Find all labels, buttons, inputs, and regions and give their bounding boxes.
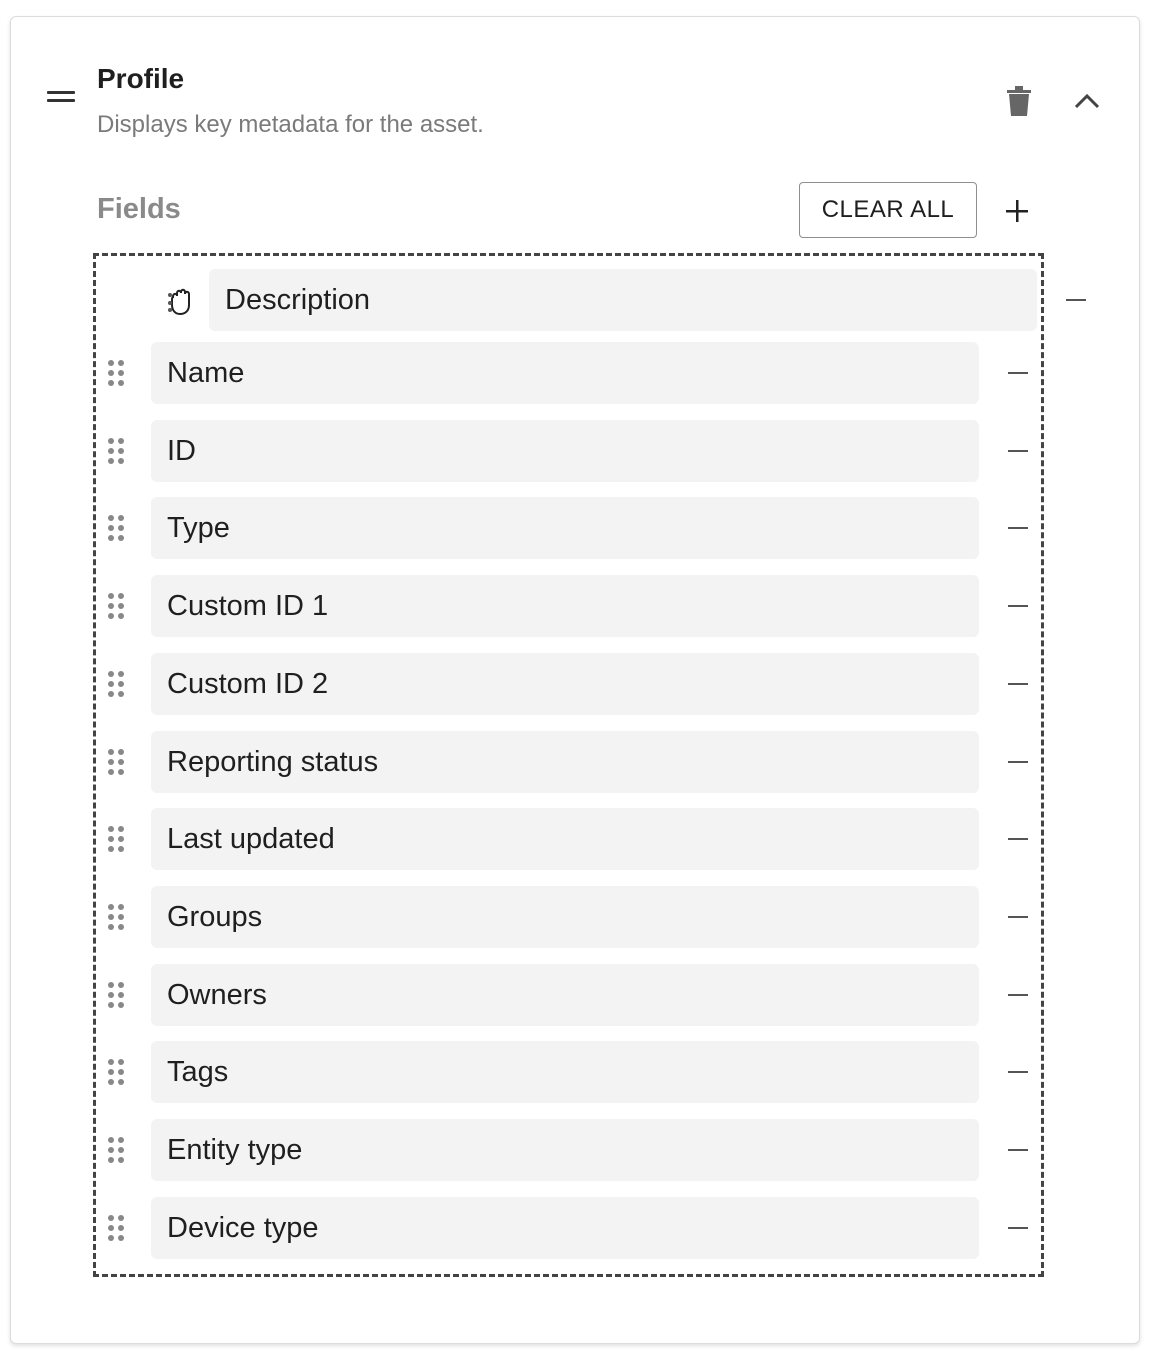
grip-dots-icon[interactable] bbox=[107, 592, 125, 620]
field-box[interactable] bbox=[151, 886, 979, 948]
remove-field-button[interactable] bbox=[1003, 436, 1033, 466]
grip-dots-icon[interactable] bbox=[107, 437, 125, 465]
grip-dots-icon[interactable] bbox=[107, 1136, 125, 1164]
add-field-button[interactable] bbox=[997, 189, 1037, 233]
field-row[interactable] bbox=[103, 653, 1043, 715]
field-row[interactable] bbox=[103, 808, 1043, 870]
delete-card-button[interactable] bbox=[999, 79, 1039, 123]
grab-hand-icon bbox=[165, 283, 199, 317]
collapse-card-button[interactable] bbox=[1067, 79, 1107, 123]
grip-dots-icon[interactable] bbox=[107, 825, 125, 853]
field-label: Custom ID 1 bbox=[167, 589, 329, 622]
minus-icon bbox=[1008, 761, 1028, 763]
field-box[interactable] bbox=[151, 731, 979, 793]
profile-card bbox=[10, 16, 1140, 1344]
remove-field-button[interactable] bbox=[1003, 1213, 1033, 1243]
field-box[interactable] bbox=[151, 1197, 979, 1259]
card-drag-handle-icon[interactable] bbox=[47, 91, 75, 105]
minus-icon bbox=[1008, 1149, 1028, 1151]
trash-icon bbox=[1007, 86, 1031, 116]
field-box[interactable] bbox=[151, 1119, 979, 1181]
remove-dragging-field-button[interactable] bbox=[1061, 285, 1091, 315]
field-label: Groups bbox=[167, 900, 263, 933]
field-label: Entity type bbox=[167, 1133, 303, 1166]
card-subtitle: Displays key metadata for the asset. bbox=[97, 111, 484, 138]
dragging-field-label: Description bbox=[225, 283, 371, 316]
field-label: Type bbox=[167, 511, 230, 544]
minus-icon bbox=[1008, 450, 1028, 452]
minus-icon bbox=[1008, 1227, 1028, 1229]
field-box[interactable] bbox=[151, 964, 979, 1026]
field-row[interactable] bbox=[103, 420, 1043, 482]
remove-field-button[interactable] bbox=[1003, 980, 1033, 1010]
field-box[interactable] bbox=[151, 497, 979, 559]
grip-dots-icon[interactable] bbox=[107, 748, 125, 776]
minus-icon bbox=[1008, 605, 1028, 607]
remove-field-button[interactable] bbox=[1003, 513, 1033, 543]
dragging-field-box[interactable] bbox=[209, 269, 1037, 331]
field-label: Owners bbox=[167, 978, 267, 1011]
field-box[interactable] bbox=[151, 575, 979, 637]
grip-dots-icon[interactable] bbox=[107, 903, 125, 931]
minus-icon bbox=[1008, 1071, 1028, 1073]
clear-all-button[interactable]: CLEAR ALL bbox=[799, 182, 977, 238]
field-row[interactable] bbox=[103, 342, 1043, 404]
grip-dots-icon[interactable] bbox=[107, 1058, 125, 1086]
field-row[interactable] bbox=[103, 1119, 1043, 1181]
grip-dots-icon[interactable] bbox=[107, 1214, 125, 1242]
dragging-field-row[interactable] bbox=[161, 269, 1152, 331]
field-label: Custom ID 2 bbox=[167, 667, 329, 700]
plus-icon bbox=[1006, 200, 1028, 222]
remove-field-button[interactable] bbox=[1003, 591, 1033, 621]
field-box[interactable] bbox=[151, 342, 979, 404]
field-label: Tags bbox=[167, 1055, 229, 1088]
field-label: ID bbox=[167, 434, 196, 467]
field-row[interactable] bbox=[103, 575, 1043, 637]
field-box[interactable] bbox=[151, 1041, 979, 1103]
fields-section-label: Fields bbox=[97, 193, 181, 225]
minus-icon bbox=[1008, 916, 1028, 918]
field-row[interactable] bbox=[103, 1041, 1043, 1103]
field-label: Device type bbox=[167, 1211, 319, 1244]
grip-dots-icon[interactable] bbox=[107, 981, 125, 1009]
remove-field-button[interactable] bbox=[1003, 902, 1033, 932]
field-box[interactable] bbox=[151, 653, 979, 715]
remove-field-button[interactable] bbox=[1003, 1057, 1033, 1087]
remove-field-button[interactable] bbox=[1003, 358, 1033, 388]
field-label: Reporting status bbox=[167, 745, 379, 778]
grip-dots-icon[interactable] bbox=[107, 359, 125, 387]
field-label: Name bbox=[167, 356, 245, 389]
field-label: Last updated bbox=[167, 822, 335, 855]
field-row[interactable] bbox=[103, 731, 1043, 793]
field-row[interactable] bbox=[103, 1197, 1043, 1259]
minus-icon bbox=[1008, 372, 1028, 374]
minus-icon bbox=[1066, 299, 1086, 301]
field-box[interactable] bbox=[151, 420, 979, 482]
chevron-up-icon bbox=[1074, 92, 1100, 110]
grip-dots-icon[interactable] bbox=[107, 670, 125, 698]
field-row[interactable] bbox=[103, 886, 1043, 948]
remove-field-button[interactable] bbox=[1003, 824, 1033, 854]
minus-icon bbox=[1008, 527, 1028, 529]
field-row[interactable] bbox=[103, 497, 1043, 559]
grip-dots-icon[interactable] bbox=[107, 514, 125, 542]
minus-icon bbox=[1008, 838, 1028, 840]
field-row[interactable] bbox=[103, 964, 1043, 1026]
field-box[interactable] bbox=[151, 808, 979, 870]
remove-field-button[interactable] bbox=[1003, 1135, 1033, 1165]
minus-icon bbox=[1008, 683, 1028, 685]
minus-icon bbox=[1008, 994, 1028, 996]
remove-field-button[interactable] bbox=[1003, 669, 1033, 699]
card-title: Profile bbox=[97, 63, 185, 94]
remove-field-button[interactable] bbox=[1003, 747, 1033, 777]
